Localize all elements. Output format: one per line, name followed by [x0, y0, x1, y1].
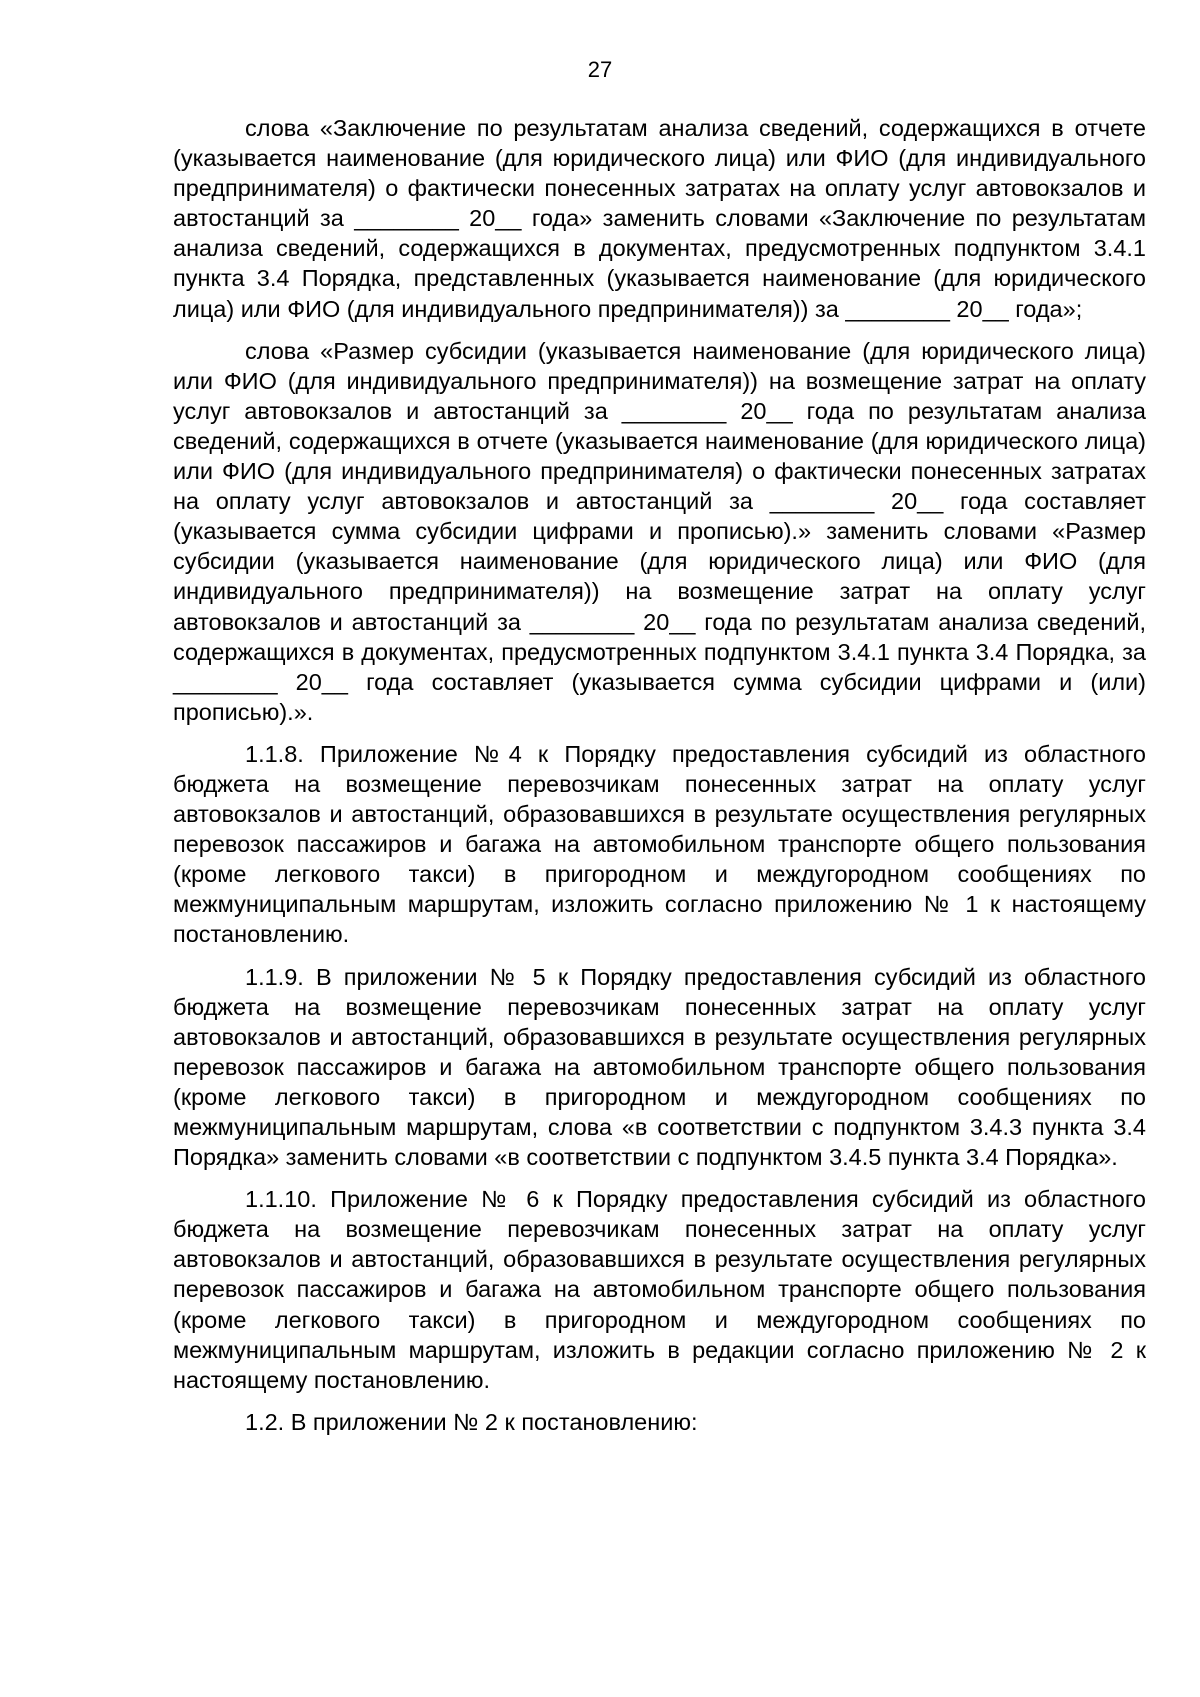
document-body	[173, 113, 1146, 1437]
paragraph-1-1-10: 1.1.10. Приложение № 6 к Порядку предоставления субсидий из областного бюджета на возмещение перевозчикам понесенных затрат на оплату услуг автовокзалов и автостанций, образовавшихся в результате осуществления регулярных перевозок пассажиров и багажа на автомобильном транспорте общего пользования (кроме легкового такси) в пригородном и междугородном сообщениях по межмуниципальным маршрутам, изложить в редакции согласно приложению № 2 к настоящему постановлению.	[173, 1186, 1146, 1393]
paragraph-1-1-8: 1.1.8. Приложение №4 к Порядку предоставления субсидий из областного бюджета на возмещение перевозчикам понесенных затрат на оплату услуг автовокзалов и автостанций, образовавшихся в результате осуществления регулярных перевозок пассажиров и багажа на автомобильном транспорте общего пользования (кроме легкового такси) в пригородном и междугородном сообщениях по межмуниципальным маршрутам, изложить согласно приложению № 1 к настоящему постановлению.	[173, 740, 1146, 948]
paragraph-1-1-9: 1.1.9. В приложении № 5 к Порядку предоставления субсидий из областного бюджета на возмещение перевозчикам понесенных затрат на оплату услуг автовокзалов и автостанций, образовавшихся в результате осуществления регулярных перевозок пассажиров и багажа на автомобильном транспорте общего пользования (кроме легкового такси) в пригородном и междугородном сообщениях по межмуниципальным маршрутам, слова «в соответствии с подпунктом 3.4.3 пункта 3.4 Порядка» заменить словами «в соответствии с подпунктом 3.4.5 пункта 3.4 Порядка».	[173, 963, 1146, 1171]
paragraph-1-2: 1.2. В приложении № 2 к постановлению:	[245, 1408, 698, 1435]
page-number: 27	[587, 57, 613, 82]
paragraph-conclusion-wording: слова «Заключение по результатам анализа сведений, содержащихся в отчете (указывается наименование (для юридического лица) или ФИО (для индивидуального предпринимателя) о фактически понесенных затратах на оплату услуг автовокзалов и автостанций за ________ 20__ года» заменить словами «Заключение по результатам анализа сведений, содержащихся в документах, предусмотренных подпунктом 3.4.1 пункта 3.4 Порядка, представленных (указывается наименование (для юридического лица) или ФИО (для индивидуального предпринимателя)) за ________ 20__ года»;	[173, 115, 1146, 322]
paragraph-subsidy-size-wording: слова «Размер субсидии (указывается наименование (для юридического лица) или ФИО (для индивидуального предпринимателя)) на возмещение затрат на оплату услуг автовокзалов и автостанций за ________ 20__ года по результатам анализа сведений, содержащихся в отчете (указывается наименование (для юридического лица) или ФИО (для индивидуального предпринимателя) о фактически понесенных затратах на оплату услуг автовокзалов и автостанций за ________ 20__ года составляет (указывается сумма субсидии цифрами и прописью).» заменить словами «Размер субсидии (указывается наименование (для юридического лица) или ФИО (для индивидуального предпринимателя)) на возмещение затрат на оплату услуг автовокзалов и автостанций за ________ 20__ года по результатам анализа сведений, содержащихся в документах, предусмотренных подпунктом 3.4.1 пункта 3.4 Порядка, за ________ 20__ года составляет (указывается сумма субсидии цифрами и (или) прописью).».	[173, 337, 1146, 725]
